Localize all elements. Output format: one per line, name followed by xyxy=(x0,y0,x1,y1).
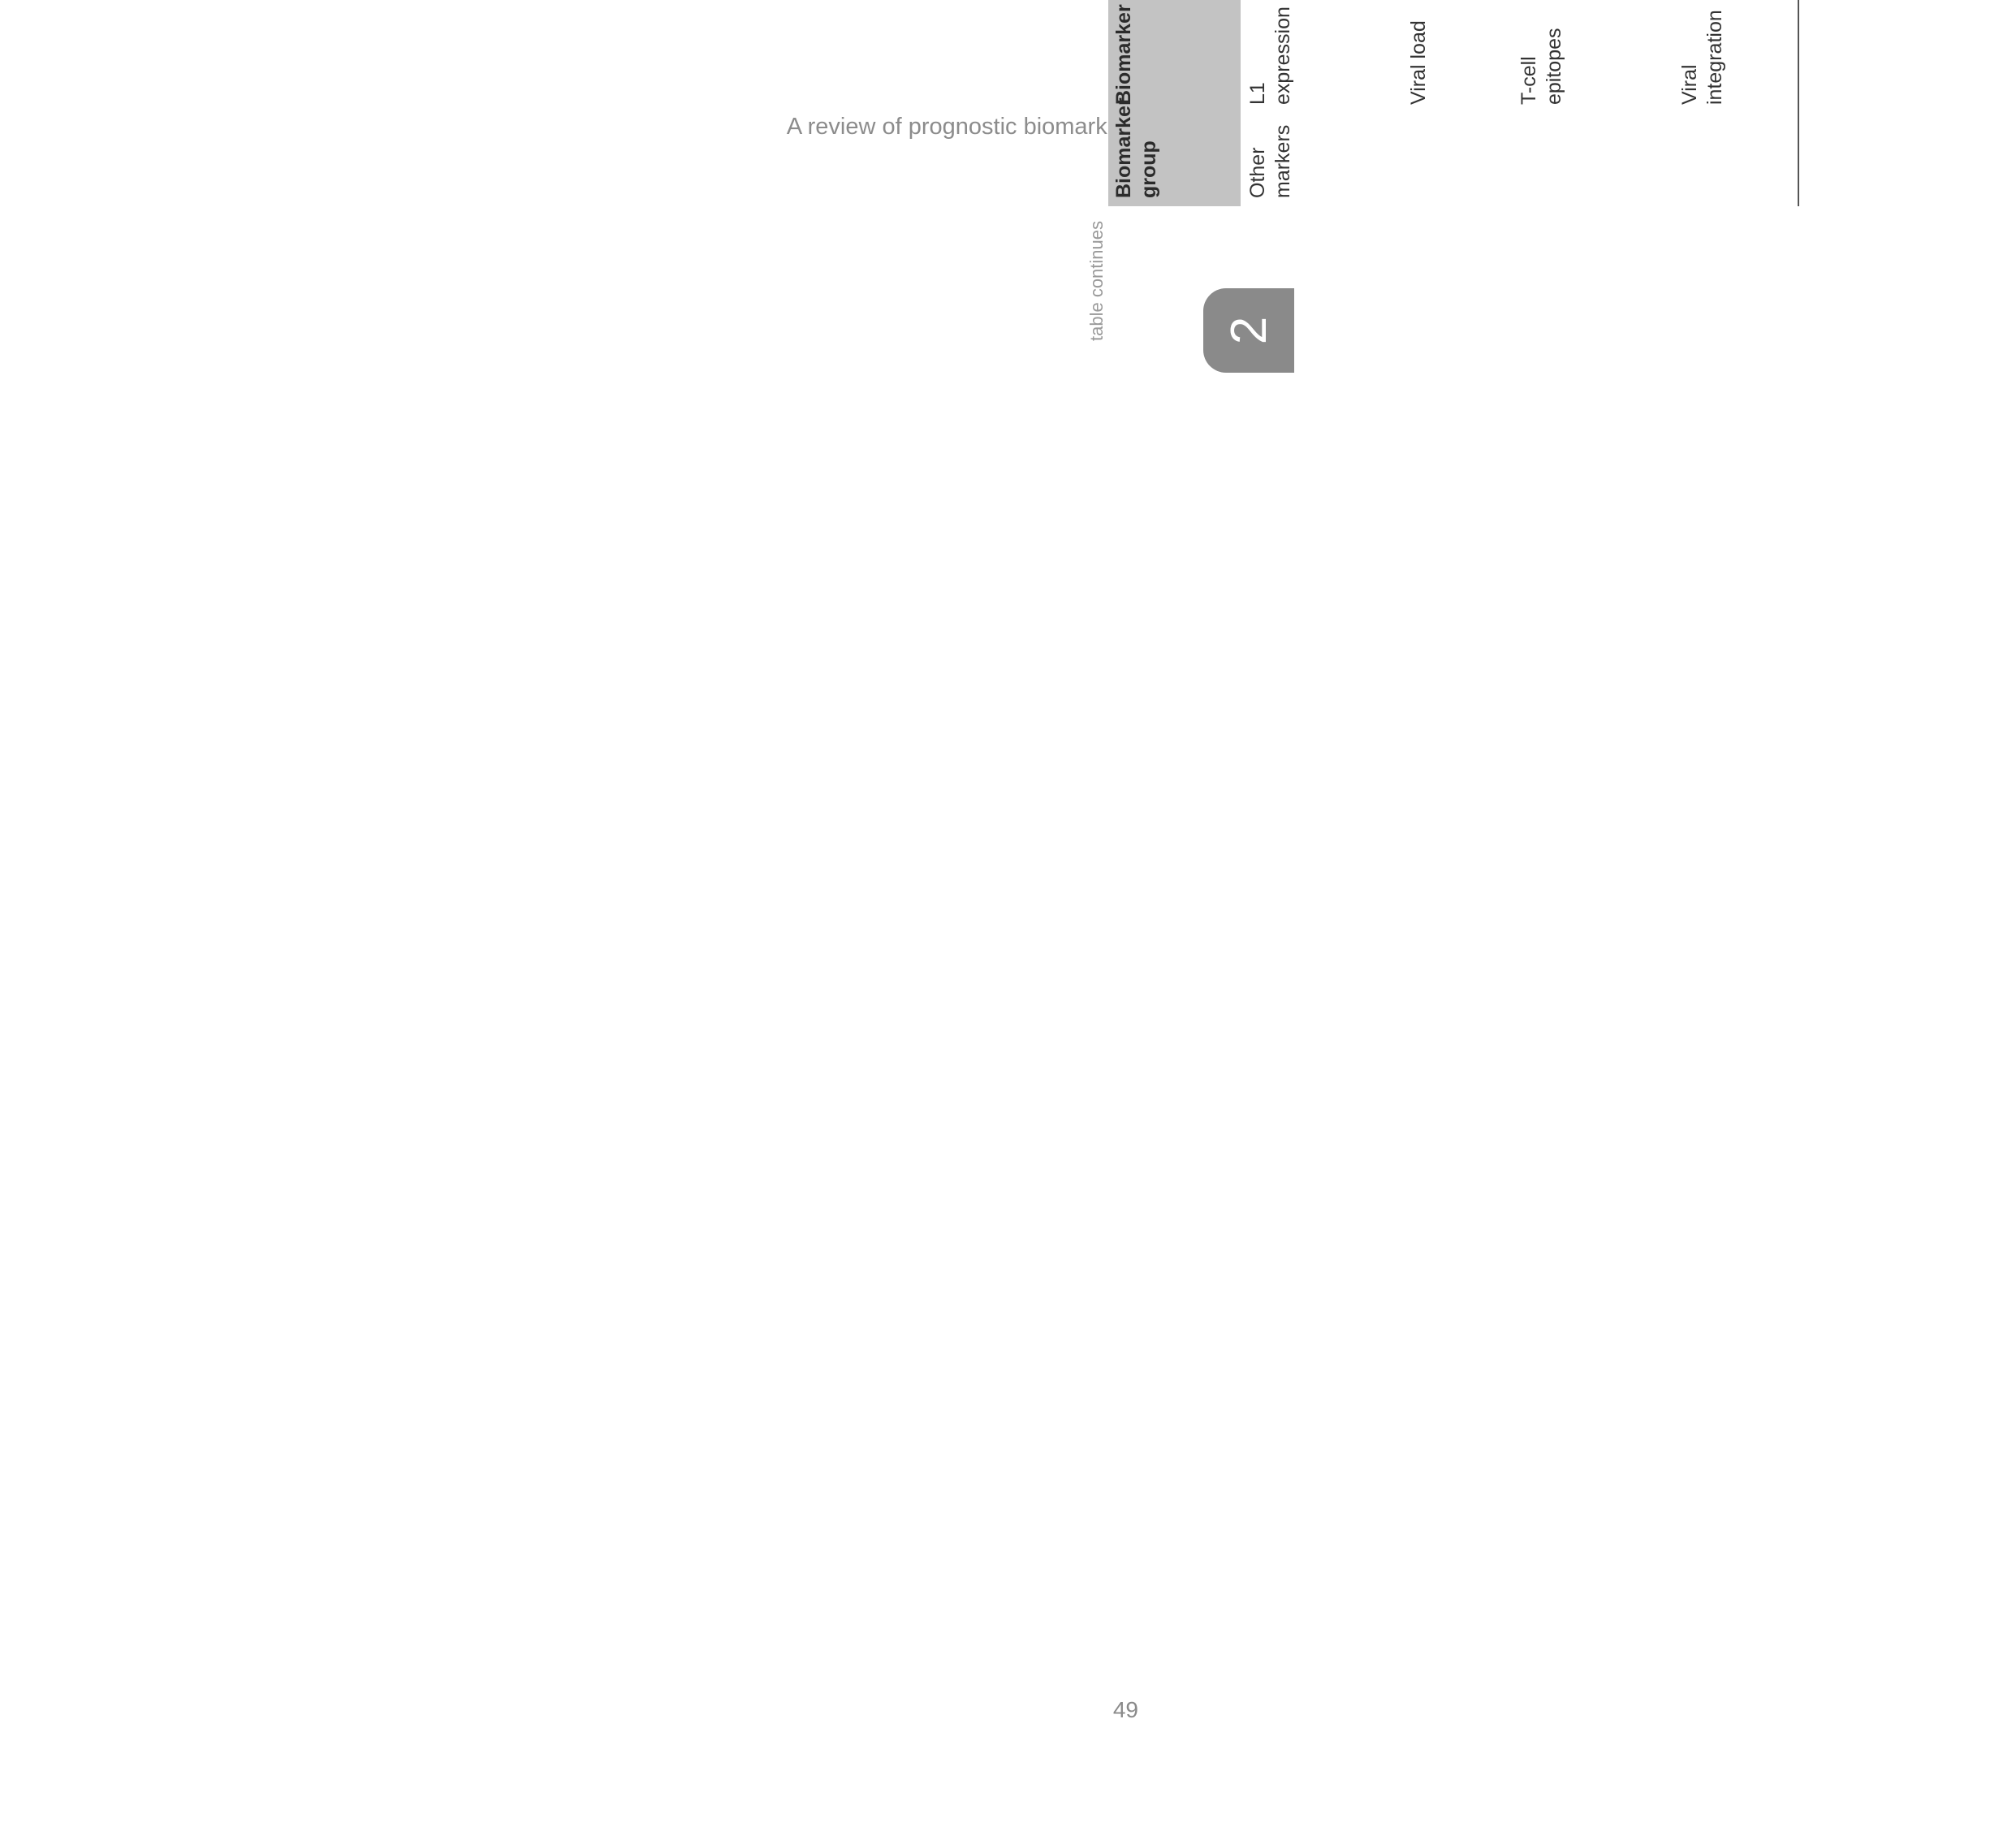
cell-group: Other markers xyxy=(1246,124,1294,198)
table-continues-note: table continues xyxy=(1086,221,1107,341)
cell-biomarker: Viral integration xyxy=(1673,0,1798,113)
table-row xyxy=(1241,0,1401,206)
cell-group xyxy=(1512,113,1673,206)
table-row xyxy=(1512,0,1673,206)
cell-biomarker: Viral load xyxy=(1407,20,1430,105)
rotated-table-container xyxy=(1108,0,2016,206)
header-biomarker-group: Biomarker group xyxy=(1112,97,1160,198)
page-number: 49 xyxy=(1112,1697,1138,1722)
table-row xyxy=(1673,0,1798,206)
chapter-number: 2 xyxy=(1220,316,1277,345)
cell-biomarker: L1 expression xyxy=(1246,6,1294,105)
header-biomarker: Biomarker xyxy=(1112,4,1135,105)
cell-group xyxy=(1401,113,1512,206)
biomarker-table xyxy=(1108,0,1799,206)
table-header-row xyxy=(1108,0,1241,206)
cell-biomarker: T-cell epitopes xyxy=(1517,28,1565,105)
chapter-tab xyxy=(1203,288,1294,373)
cell-group xyxy=(1673,113,1798,206)
table-row xyxy=(1401,0,1512,206)
running-head: A review of prognostic biomarkers xyxy=(786,114,1140,140)
